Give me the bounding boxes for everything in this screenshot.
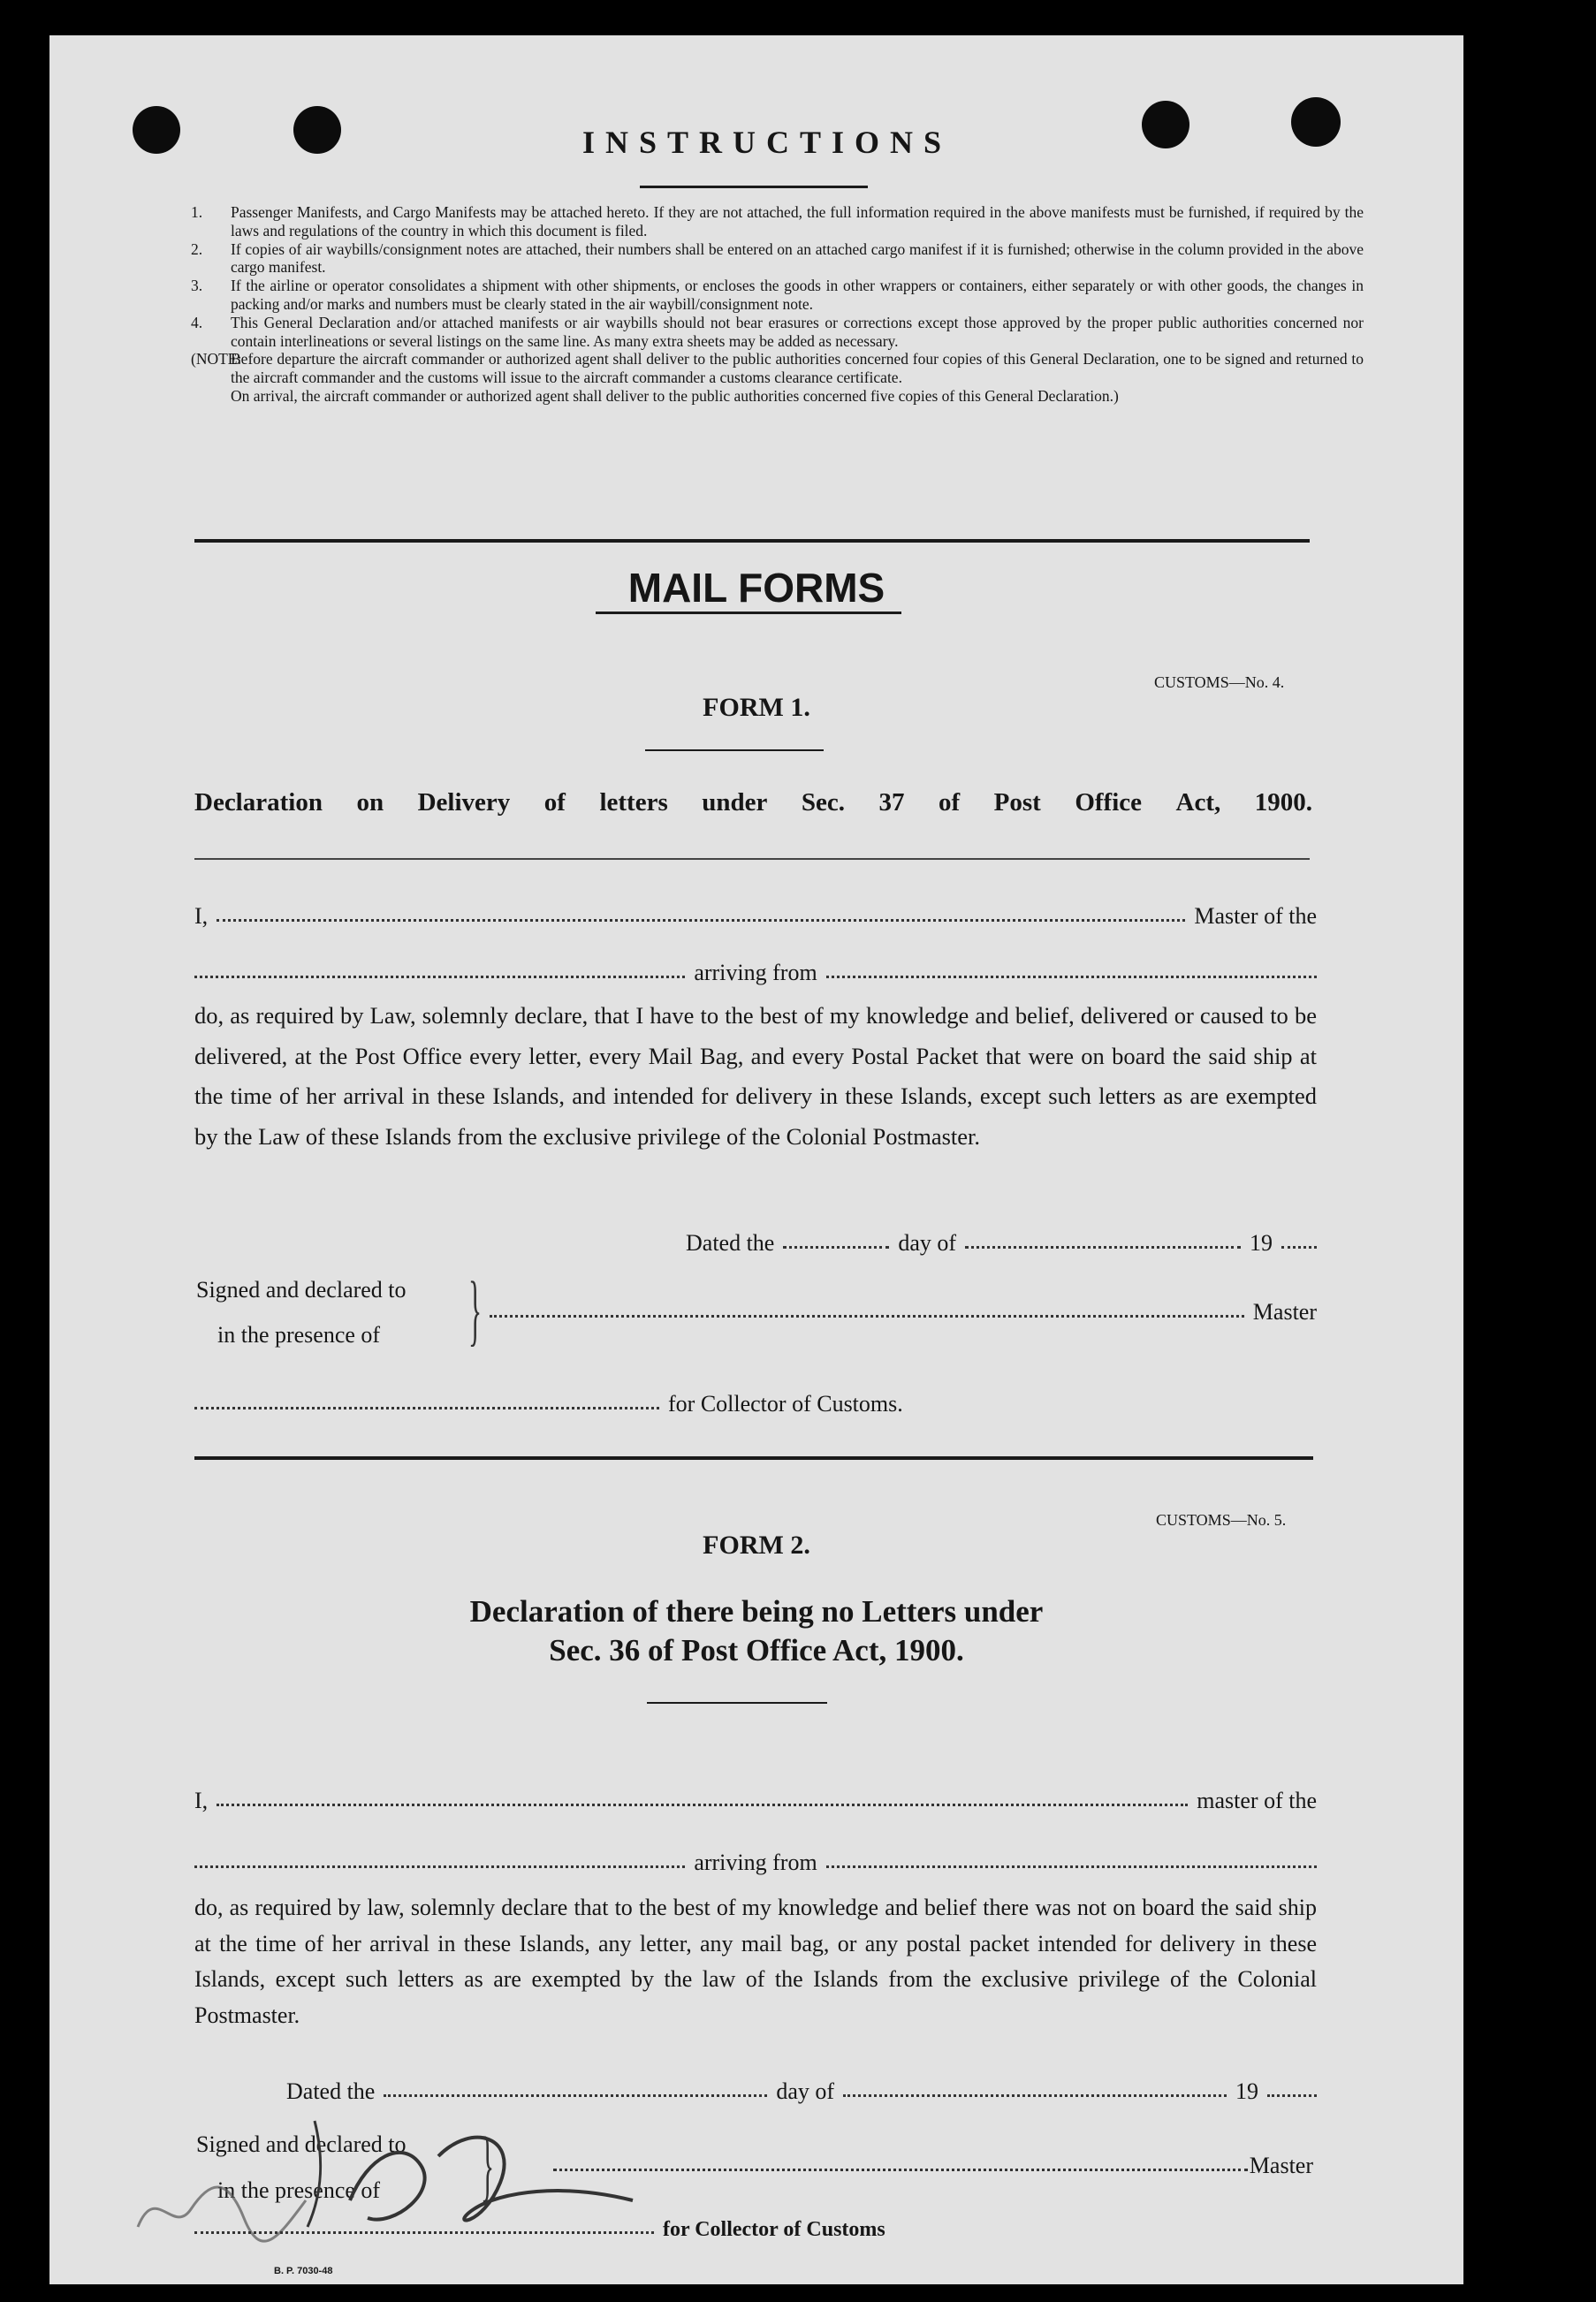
form2-master-signature-line <box>553 2153 1313 2179</box>
mail-forms-underline <box>596 612 901 614</box>
instruction-text: This General Declaration and/or attached manifests or air waybills should not bear erasures or corrections except those approved by the proper public authorities concerned nor contain interlineations or several listings on the same line. As many extra sheets may be added as necessary. <box>231 313 1364 350</box>
heading-word: Delivery <box>417 788 511 817</box>
form1-master-line <box>194 903 1317 930</box>
heading-word: letters <box>599 788 668 817</box>
instruction-number: 3. <box>191 277 203 295</box>
i-label: I, <box>194 1788 209 1813</box>
month-field[interactable] <box>965 1246 1241 1249</box>
collector-signature-field[interactable] <box>194 2231 654 2234</box>
heading-word: Office <box>1075 788 1143 817</box>
master-signature-field[interactable] <box>490 1315 1244 1318</box>
instruction-item <box>191 203 1364 240</box>
form1-title: FORM 1. <box>703 693 810 722</box>
instruction-note <box>191 350 1364 387</box>
i-label: I, <box>194 903 209 929</box>
heading-word: Sec. <box>801 788 845 817</box>
brace-icon: } <box>468 1266 483 1354</box>
form1-body: do, as required by Law, solemnly declare, that I have to the best of my knowledge and belief, delivered or caused to be delivered, at the Post Office every letter, every Mail Bag, and every Postal Packet that were on board the said ship at the time of her arrival in these Islands, and intended for delivery in these Islands, except such letters as are exempted by the Law of these Islands from the exclusive privilege of the Colonial Postmaster. <box>194 1002 1317 1150</box>
instruction-number: 4. <box>191 313 203 331</box>
master-label: Master <box>1249 2153 1313 2178</box>
form1-master-signature-line <box>490 1299 1317 1326</box>
form1-heading-rule <box>194 858 1310 860</box>
day-field[interactable] <box>384 2094 767 2097</box>
brace-icon: } <box>481 2122 495 2209</box>
instruction-note <box>191 387 1364 406</box>
instruction-item <box>191 314 1364 351</box>
document-page <box>49 35 1463 2284</box>
year-prefix: 19 <box>1250 1230 1273 1256</box>
instructions-list <box>191 203 1364 406</box>
section-divider <box>194 1456 1313 1460</box>
form1-signed-line2: in the presence of <box>217 1322 381 1348</box>
heading-word: 37 <box>878 788 905 817</box>
form1-date-line <box>686 1230 1317 1257</box>
section-divider <box>194 539 1310 543</box>
form1-heading <box>194 788 1312 817</box>
form2-collector-line <box>194 2218 990 2242</box>
heading-word: under <box>702 788 768 817</box>
form1-collector-line <box>194 1391 1016 1417</box>
master-name-field[interactable] <box>217 919 1185 922</box>
form2-date-line <box>286 2078 1317 2105</box>
heading-word: 1900. <box>1254 788 1312 817</box>
form1-title-underline <box>645 749 824 751</box>
day-of-label: day of <box>776 2078 835 2104</box>
master-signature-field[interactable] <box>553 2169 1248 2171</box>
form2-body: do, as required by law, solemnly declare that to the best of my knowledge and belief there was not on board the said ship at the time of her arrival in these Islands, any letter, any mail bag, or any postal packet intended for delivery in these Islands, except such letters as are exempted by the law of the Islands from the exclusive privilege of the Colonial Postmaster. <box>194 1895 1317 2028</box>
month-field[interactable] <box>843 2094 1227 2097</box>
day-of-label: day of <box>898 1230 957 1256</box>
instructions-title: INSTRUCTIONS <box>581 125 953 160</box>
instruction-item <box>191 240 1364 277</box>
master-of-the-label: master of the <box>1197 1788 1317 1813</box>
form2-signed-line1: Signed and declared to <box>196 2131 407 2157</box>
dated-the-label: Dated the <box>286 2078 376 2104</box>
footer-code: B. P. 7030-48 <box>274 2266 333 2276</box>
heading-word: of <box>939 788 961 817</box>
master-label: Master <box>1252 1299 1317 1325</box>
instruction-text: If the airline or operator consolidates a shipment with other shipments, or encloses the goods in other wrappers or containers, either separately or with other goods, the changes in packing and/or marks and numbers must be clearly stated in the air waybill/consignment note. <box>231 277 1364 313</box>
form1-arriving-line <box>194 960 1317 986</box>
arriving-from-label: arriving from <box>694 1850 817 1875</box>
form2-heading-line1: Declaration of there being no Letters under <box>469 1594 1044 1629</box>
form2-arriving-line <box>194 1850 1317 1876</box>
origin-field[interactable] <box>826 1865 1317 1868</box>
title-underline <box>640 186 868 188</box>
note-text-arrival: On arrival, the aircraft commander or authorized agent shall deliver to the public authorities concerned five copies of this General Declaration.) <box>231 386 1119 405</box>
form2-heading-underline <box>647 1702 827 1704</box>
dated-the-label: Dated the <box>686 1230 775 1256</box>
mail-forms-title: MAIL FORMS <box>627 565 885 611</box>
instruction-item <box>191 277 1364 314</box>
customs-ref-1: CUSTOMS—No. 4. <box>1154 673 1285 691</box>
form2-title: FORM 2. <box>703 1531 810 1560</box>
origin-field[interactable] <box>826 976 1317 978</box>
heading-word: Declaration <box>194 788 323 817</box>
arriving-from-label: arriving from <box>694 960 817 985</box>
year-prefix: 19 <box>1235 2078 1259 2104</box>
heading-word: Post <box>993 788 1041 817</box>
note-label: (NOTE: <box>191 350 242 368</box>
ship-name-field[interactable] <box>194 976 685 978</box>
heading-word: on <box>356 788 384 817</box>
instruction-text: Passenger Manifests, and Cargo Manifests may be attached hereto. If they are not attached, the full information required in the above manifests must be furnished, if required by the laws and regulations of the country in which this document is filed. <box>231 203 1364 239</box>
year-field[interactable] <box>1281 1246 1317 1249</box>
ship-name-field[interactable] <box>194 1865 685 1868</box>
master-of-the-label: Master of the <box>1194 903 1317 929</box>
instruction-number: 1. <box>191 203 203 221</box>
heading-word: Act, <box>1175 788 1221 817</box>
form1-signed-line1: Signed and declared to <box>196 1277 407 1303</box>
collector-signature-field[interactable] <box>194 1407 659 1409</box>
day-field[interactable] <box>783 1246 889 1249</box>
note-text: Before departure the aircraft commander or authorized agent shall deliver to the public authorities concerned four copies of this General Declaration, one to be signed and returned to the aircraft commander and the customs will issue to the aircraft commander a customs clearance certificate. <box>231 350 1364 387</box>
master-name-field[interactable] <box>217 1804 1188 1806</box>
instruction-text: If copies of air waybills/consignment notes are attached, their numbers shall be entered on an attached cargo manifest if it is furnished; otherwise in the column provided in the above cargo manifest. <box>231 239 1364 277</box>
form2-heading-line2: Sec. 36 of Post Office Act, 1900. <box>549 1633 964 1668</box>
form2-master-line <box>194 1788 1317 1814</box>
instruction-number: 2. <box>191 239 203 258</box>
for-collector-label: for Collector of Customs. <box>668 1391 903 1417</box>
customs-ref-2: CUSTOMS—No. 5. <box>1156 1511 1287 1529</box>
form2-signed-line2: in the presence of <box>217 2177 381 2203</box>
heading-word: of <box>543 788 566 817</box>
for-collector-label: for Collector of Customs <box>663 2218 885 2241</box>
year-field[interactable] <box>1267 2094 1317 2097</box>
